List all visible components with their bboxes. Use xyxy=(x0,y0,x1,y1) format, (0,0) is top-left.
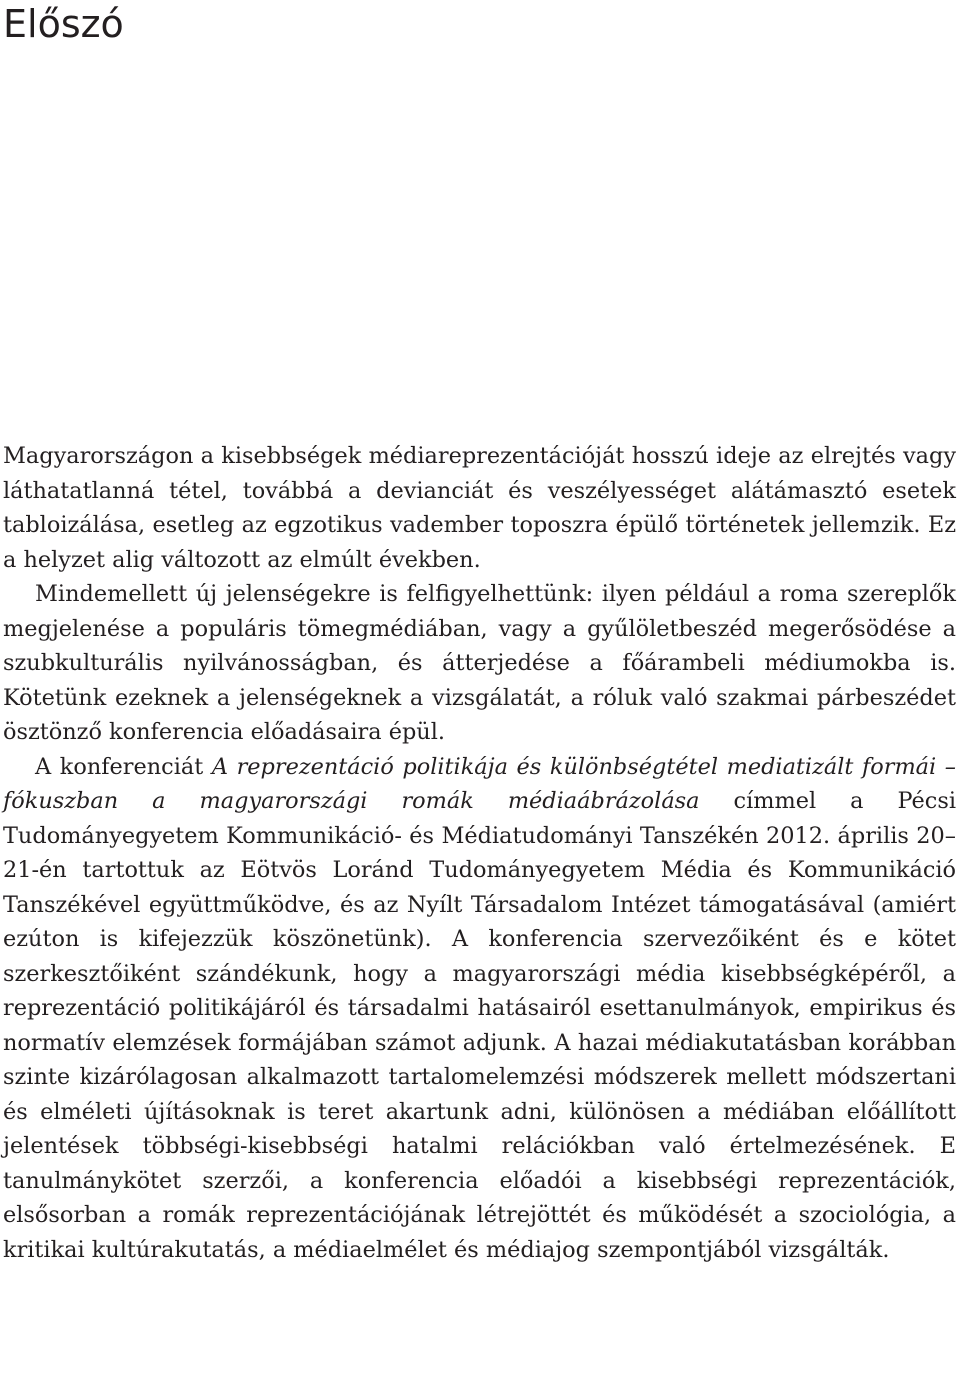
paragraph-3-start: A konferenciát xyxy=(35,753,212,780)
paragraph-2: Mindemellett új jelenségekre is felfigyelhettünk: ilyen például a roma szereplők megjelenése a populáris tömegmédiában, vagy a gyűlöletbeszéd megerősödése a szubkulturális nyilvánosságban, és átterjedése a főárambeli médiumokba is. Kötetünk ezeknek a jelenségeknek a vizsgálatát, a róluk való szakmai párbeszédet ösztönző konferencia előadásaira épül. xyxy=(3,581,956,745)
paragraph-3-rest: címmel a Pécsi Tudományegyetem Kommunikáció- és Médiatudományi Tanszékén 2012. április 20–21-én tartottuk az Eötvös Loránd Tudományegyetem Média és Kommunikáció Tanszékével együttműködve, és az Nyílt Társadalom Intézet támogatásával (amiért ezúton is kifejezzük köszönetünk). A konferencia szervezőiként és e kötet szerkesztőiként szándékunk, hogy a magyarországi média kisebbségképéről, a reprezentáció politikájáról és társadalmi hatásairól esettanulmányok, empirikus és normatív elemzések formájában számot adjunk. A hazai médiakutatásban korábban szinte kizárólagosan alkalmazott tartalomelemzési módszerek mellett módszertani és elméleti újításoknak is teret akartunk adni, különösen a médiában előállított jelentések többségi-kisebbségi hatalmi relációkban való értelmezésének. E tanulmánykötet szerzői, a konferencia előadói a kisebbségi reprezentációk, elsősorban a romák reprezentációjának létrejöttét és működését a szociológia, a kritikai kultúrakutatás, a médiaelmélet és médiajog szempontjából vizsgálták. xyxy=(3,788,956,1263)
preface-body xyxy=(3,439,956,1267)
paragraph-1: Magyarországon a kisebbségek médiareprezentációját hosszú ideje az elrejtés vagy láthatatlanná tétel, továbbá a devianciát és veszélyességet alátámasztó esetek tabloizálása, esetleg az egzotikus vadember toposzra épülő történetek jellemzik. Ez a helyzet alig változott az elmúlt években. xyxy=(3,443,956,573)
page-title: Előszó xyxy=(3,2,124,46)
paragraph-3 xyxy=(3,750,956,1268)
conference-title: A reprezentáció politikája és különbségtétel mediatizált formái – fókuszban a magyarországi romák médiaábrázolása xyxy=(3,753,956,814)
